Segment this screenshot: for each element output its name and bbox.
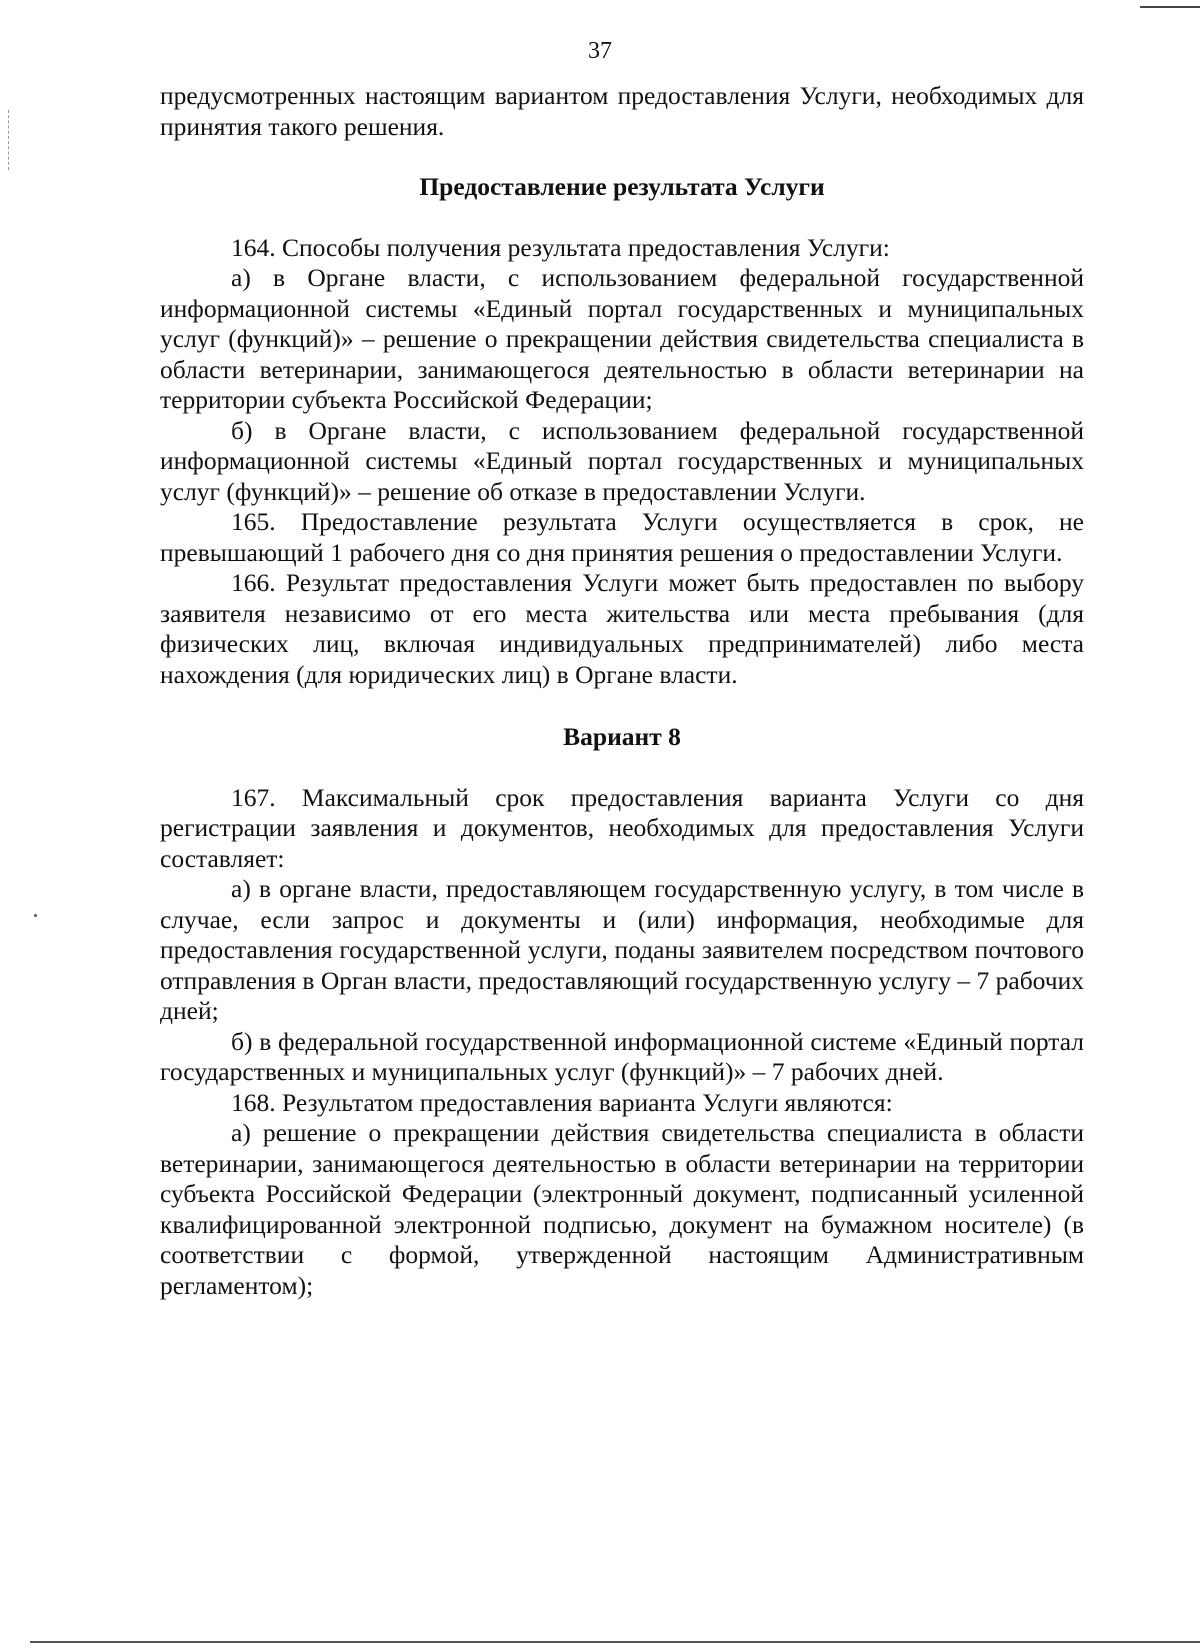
section-title-result: Предоставление результата Услуги [419, 172, 825, 201]
scan-dot-mark [34, 914, 37, 917]
paragraph-165: 165. Предоставление результата Услуги осуществляется в срок, не превышающий 1 рабочего дня со дня принятия решения о предоставлении Услуги. [160, 507, 1084, 567]
paragraph-164a: а) в Органе власти, с использованием федеральной государственной информационной системы «Единый портал государственных и муниципальных услуг (функций)» – решение о прекращении действия свидетельства специалиста в области ветеринарии, занимающегося деятельностью в области ветеринарии на территории субъекта Российской Федерации; [160, 263, 1084, 414]
paragraph-167a: а) в органе власти, предоставляющем государственную услугу, в том числе в случае, если запрос и документы и (или) информация, необходимые для предоставления государственной услуги, поданы заявителем посредством почтового отправления в Орган власти, предоставляющий государственную услугу – 7 рабочих дней; [160, 874, 1084, 1025]
scan-margin-mark [8, 110, 10, 170]
paragraph-167: 167. Максимальный срок предоставления варианта Услуги со дня регистрации заявления и документов, необходимых для предоставления Услуги составляет: [160, 782, 1084, 873]
section-title-variant-8: Вариант 8 [563, 722, 681, 751]
scan-edge-line-top [1140, 6, 1200, 8]
paragraph-164: 164. Способы получения результата предоставления Услуги: [231, 232, 890, 262]
scan-edge-line-bottom [30, 1641, 1200, 1643]
paragraph-168a: а) решение о прекращении действия свидетельства специалиста в области ветеринарии, занимающегося деятельностью в области ветеринарии на территории субъекта Российской Федерации (электронный документ, подписанный усиленной квалифицированной электронной подписью, документ на бумажном носителе) (в соответствии с формой, утвержденной настоящим Административным регламентом); [160, 1118, 1084, 1300]
paragraph-164b: б) в Органе власти, с использованием федеральной государственной информационной системы «Единый портал государственных и муниципальных услуг (функций)» – решение об отказе в предоставлении Услуги. [160, 415, 1084, 506]
paragraph-168: 168. Результатом предоставления варианта Услуги являются: [231, 1087, 893, 1117]
paragraph-167b: б) в федеральной государственной информационной системе «Единый портал государственных и муниципальных услуг (функций)» – 7 рабочих дней. [160, 1026, 1084, 1086]
page-number: 37 [588, 38, 612, 64]
document-body [160, 81, 1084, 1301]
paragraph-166: 166. Результат предоставления Услуги может быть предоставлен по выбору заявителя независимо от его места жительства или места пребывания (для физических лиц, включая индивидуальных предпринимателей) либо места нахождения (для юридических лиц) в Органе власти. [160, 568, 1084, 689]
intro-paragraph: предусмотренных настоящим вариантом предоставления Услуги, необходимых для принятия такого решения. [160, 81, 1084, 141]
